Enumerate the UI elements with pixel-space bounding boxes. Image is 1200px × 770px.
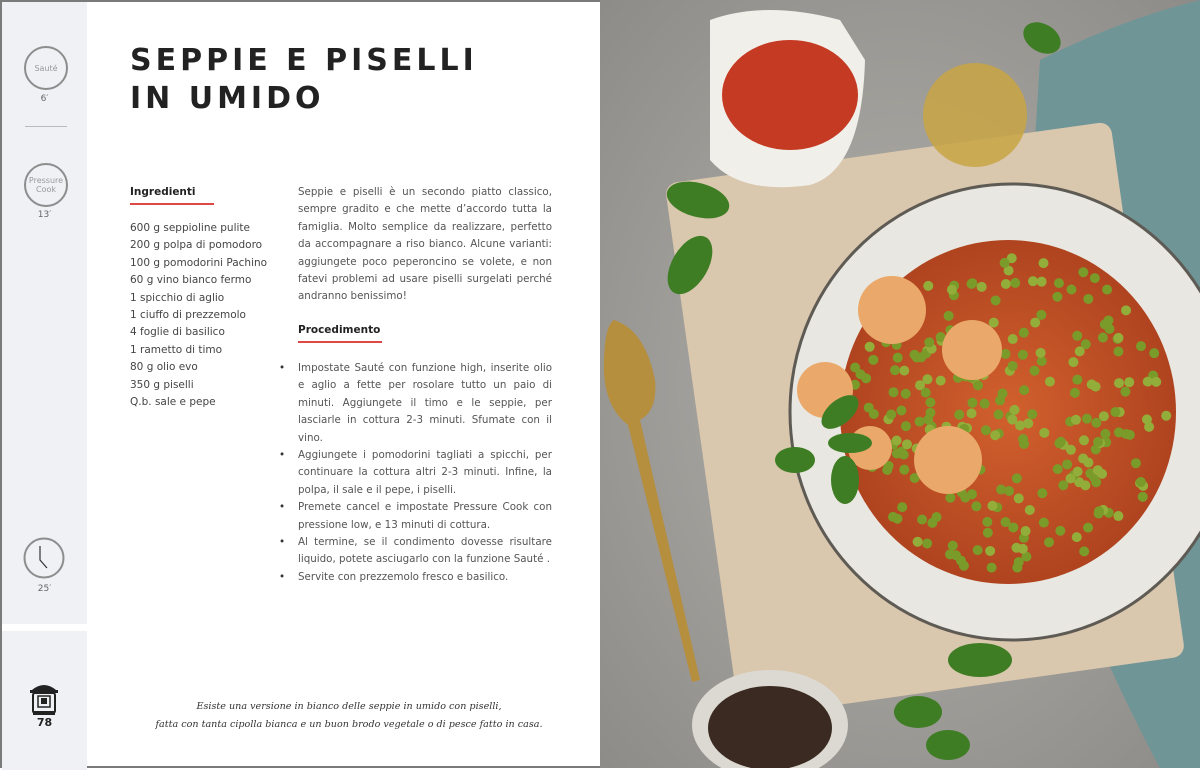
pea	[902, 439, 912, 449]
pea	[921, 388, 931, 398]
pea	[1039, 258, 1049, 268]
page-number: 78	[36, 716, 53, 729]
pea	[1001, 517, 1011, 527]
pea	[973, 545, 983, 555]
procedure-step: • Premete cancel e impostate Pressure Cook con pressione low, e 13 minuti di cottura.	[298, 499, 552, 534]
pea	[1010, 405, 1020, 415]
pea	[1066, 445, 1076, 455]
pea	[1054, 278, 1064, 288]
divider	[25, 126, 67, 127]
pea	[1149, 348, 1159, 358]
pea	[1014, 493, 1024, 503]
pea	[1027, 409, 1037, 419]
pea	[899, 366, 909, 376]
pea	[1072, 375, 1082, 385]
pea	[987, 501, 997, 511]
pea	[1008, 334, 1018, 344]
pea	[1030, 366, 1040, 376]
pea	[998, 388, 1008, 398]
pea	[1070, 388, 1080, 398]
pea	[1113, 347, 1123, 357]
pea	[1073, 467, 1083, 477]
ingredient-item: 60 g vino bianco fermo	[130, 274, 252, 287]
pea	[1091, 418, 1101, 428]
pea	[1113, 511, 1123, 521]
pea	[982, 517, 992, 527]
title-line: IN UMIDO	[130, 81, 325, 116]
pea	[954, 410, 964, 420]
pea	[1121, 429, 1131, 439]
pea	[1068, 357, 1078, 367]
pea	[1036, 348, 1046, 358]
pea	[922, 374, 932, 384]
pea	[985, 546, 995, 556]
pea	[897, 502, 907, 512]
pea	[915, 417, 925, 427]
pea	[1053, 464, 1063, 474]
saute-time: 6′	[40, 94, 49, 104]
pea	[1131, 458, 1141, 468]
pea	[959, 561, 969, 571]
footnote-line: Esiste una versione in bianco delle seppie in umido con piselli,	[196, 701, 502, 712]
pea	[865, 342, 875, 352]
sidebar-footer	[2, 631, 87, 770]
pea	[945, 493, 955, 503]
pea	[1100, 319, 1110, 329]
pea	[983, 528, 993, 538]
peppercorns	[708, 686, 832, 768]
pea	[1093, 437, 1103, 447]
pea	[947, 285, 957, 295]
ingredient-item: 4 foglie di basilico	[130, 326, 225, 339]
pea	[1018, 434, 1028, 444]
pea	[1072, 532, 1082, 542]
pea	[967, 398, 977, 408]
pea	[1136, 477, 1146, 487]
pea	[1144, 422, 1154, 432]
pea	[1037, 277, 1047, 287]
pea	[1019, 385, 1029, 395]
pea	[1025, 505, 1035, 515]
saute-step-icon	[24, 46, 68, 90]
pea	[1114, 378, 1124, 388]
procedure-step: • Aggiungete i pomodorini tagliati a spicchi, per continuare la cottura altri 2-3 minuti. Infine, la polpa, il sale e il pepe, i piselli.	[298, 447, 552, 499]
ingredient-item: 80 g olio evo	[130, 361, 198, 374]
pea	[1018, 350, 1028, 360]
pea	[1075, 346, 1085, 356]
sidebar	[2, 2, 87, 624]
ingredient-item: 100 g pomodorini Pachino	[130, 256, 268, 269]
pea	[927, 518, 937, 528]
pea	[892, 449, 902, 459]
pea	[1056, 437, 1066, 447]
pea	[1121, 305, 1131, 315]
pea	[1008, 361, 1018, 371]
pea	[1015, 420, 1025, 430]
procedure-step: • Impostate Sauté con funzione high, inserite olio e aglio a fette per rosolare tutto un paio di minuti. Aggiungete il timo e le seppie, per lasciarle in cottura 2-3 minuti. Sfumate con il vino.	[298, 360, 552, 447]
pea	[868, 355, 878, 365]
pea	[1082, 414, 1092, 424]
pea	[901, 389, 911, 399]
pea	[1052, 292, 1062, 302]
ingredient-item: 350 g piselli	[130, 378, 194, 391]
olive-oil-jar	[923, 63, 1027, 167]
ingredient-item: 1 ciuffo di prezzemolo	[130, 309, 246, 322]
pea	[1001, 279, 1011, 289]
ingredient-item: 200 g polpa di pomodoro	[130, 239, 263, 252]
pea	[924, 337, 934, 347]
pea	[967, 408, 977, 418]
ingredients-list	[130, 220, 267, 411]
pressure-cook-label: Pressure Cook	[28, 176, 64, 194]
total-time: 25′	[37, 584, 52, 594]
pea	[899, 465, 909, 475]
pea	[1113, 333, 1123, 343]
ingredients-heading: Ingredienti	[130, 186, 214, 205]
pea	[893, 353, 903, 363]
pea	[1039, 428, 1049, 438]
pea	[973, 380, 983, 390]
saute-label: Sauté	[34, 63, 58, 73]
pea	[948, 541, 958, 551]
pea	[913, 537, 923, 547]
pea	[1078, 267, 1088, 277]
procedure-step: • Servite con prezzemolo fresco e basilico.	[298, 569, 552, 586]
recipe-page	[0, 0, 600, 768]
pea	[1044, 537, 1054, 547]
intro-text: Seppie e piselli è un secondo piatto classico, sempre gradito e che mette d’accordo tutta la famiglia. Molto semplice da realizzare, perfetto da accompagnare a riso bianco. Alcune varianti: aggiungete poco peperoncino se volete, e non fatevi problemi ad usare piselli surgelati perché andranno benissimo!	[298, 186, 552, 303]
footnote	[102, 698, 596, 734]
pea	[1065, 474, 1075, 484]
pea	[1012, 563, 1022, 573]
procedure-steps	[298, 360, 552, 586]
pea	[987, 563, 997, 573]
pea	[850, 363, 860, 373]
pea	[1079, 546, 1089, 556]
pea	[864, 403, 874, 413]
ingredient-item: 600 g seppioline pulite	[130, 222, 251, 234]
pea	[1120, 387, 1130, 397]
pea	[977, 282, 987, 292]
pea	[967, 489, 977, 499]
pea	[991, 295, 1001, 305]
footnote-line: fatta con tanta cipolla bianca e un buon brodo vegetale o di pesce fatto in casa.	[155, 719, 543, 730]
pea	[1094, 506, 1104, 516]
pea	[1097, 469, 1107, 479]
pea	[1110, 407, 1120, 417]
pea	[1010, 278, 1020, 288]
pea	[1083, 523, 1093, 533]
pea	[936, 376, 946, 386]
clock-icon	[22, 536, 66, 580]
pea	[1087, 379, 1097, 389]
pea	[1071, 415, 1081, 425]
pea	[896, 406, 906, 416]
pea	[1030, 318, 1040, 328]
pea	[980, 399, 990, 409]
pea	[1090, 273, 1100, 283]
pea	[1083, 294, 1093, 304]
pea	[994, 410, 1004, 420]
pea	[1079, 435, 1089, 445]
pea	[892, 514, 902, 524]
pea	[1098, 333, 1108, 343]
pea	[1012, 543, 1022, 553]
pea	[886, 409, 896, 419]
pea	[1138, 492, 1148, 502]
pea	[1083, 458, 1093, 468]
pea	[1100, 429, 1110, 439]
pea	[944, 311, 954, 321]
pea	[901, 421, 911, 431]
dish-photo	[600, 0, 1200, 768]
pea	[923, 415, 933, 425]
pea	[1037, 488, 1047, 498]
pressure-cook-time: 13′	[37, 210, 52, 220]
pea	[1124, 377, 1134, 387]
pea	[1151, 377, 1161, 387]
pea	[1161, 411, 1171, 421]
pea	[892, 436, 902, 446]
pea	[923, 281, 933, 291]
pressure-cooker-icon	[29, 681, 59, 716]
pea	[1019, 328, 1029, 338]
pea	[1136, 341, 1146, 351]
ingredient-item: 1 spicchio di aglio	[130, 291, 225, 304]
pea	[917, 515, 927, 525]
pea	[1066, 285, 1076, 295]
pea	[989, 318, 999, 328]
pea	[890, 365, 900, 375]
tomato-sauce	[722, 40, 858, 150]
pea	[981, 425, 991, 435]
pea	[1045, 377, 1055, 387]
pea	[1021, 526, 1031, 536]
procedure-heading: Procedimento	[298, 324, 382, 343]
pea	[1028, 276, 1038, 286]
pea	[1004, 486, 1014, 496]
pea	[910, 350, 920, 360]
title-line: SEPPIE E PISELLI	[130, 43, 478, 78]
pea	[1055, 526, 1065, 536]
pea	[882, 465, 892, 475]
ingredient-item: 1 rametto di timo	[130, 343, 223, 356]
pea	[925, 397, 935, 407]
pressure-cook-step-icon	[24, 163, 68, 207]
procedure-step: • Al termine, se il condimento dovesse risultare liquido, potete asciugarlo con la funzione Sauté .	[298, 534, 552, 569]
ingredient-item: Q.b. sale e pepe	[130, 396, 216, 409]
pea	[889, 387, 899, 397]
pea	[990, 430, 1000, 440]
pea	[971, 501, 981, 511]
pea	[1000, 258, 1010, 268]
page-title	[130, 42, 478, 118]
pea	[1062, 459, 1072, 469]
pea	[922, 538, 932, 548]
pea	[967, 279, 977, 289]
pea	[945, 549, 955, 559]
pea	[1012, 473, 1022, 483]
pea	[1039, 518, 1049, 528]
pea	[1102, 285, 1112, 295]
pea	[1072, 331, 1082, 341]
